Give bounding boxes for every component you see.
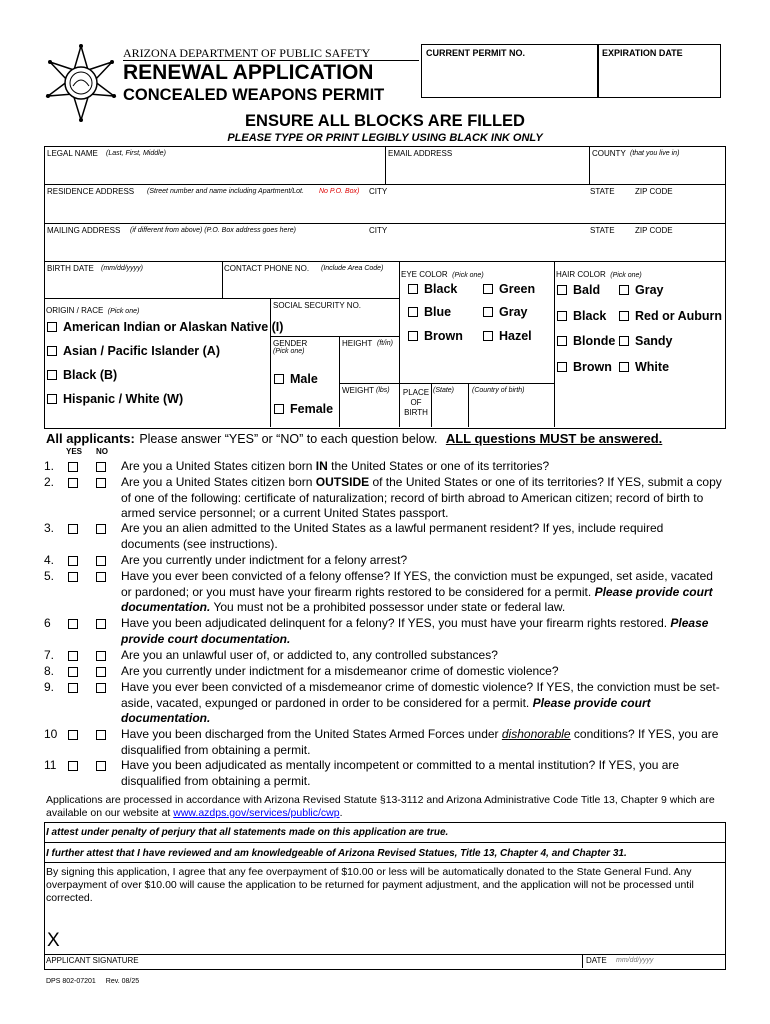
- height-field[interactable]: [340, 337, 398, 382]
- email-label: EMAIL ADDRESS: [388, 149, 453, 158]
- checkbox-icon: [47, 394, 57, 404]
- date-label: DATE: [586, 956, 607, 965]
- ensure-heading: ENSURE ALL BLOCKS ARE FILLED: [245, 112, 525, 130]
- race-option-american-indian[interactable]: [47, 320, 283, 334]
- checkbox-icon: [408, 284, 418, 294]
- question-emphasis: dishonorable: [501, 727, 571, 741]
- race-option-label: Hispanic / White (W): [63, 392, 184, 406]
- origin-race-title: ORIGIN / RACE: [46, 306, 104, 315]
- weight-hint: (lbs): [376, 387, 390, 394]
- checkbox-icon: [619, 362, 629, 372]
- checkbox-icon: [619, 336, 629, 346]
- eye-color-title: EYE COLOR: [401, 270, 448, 279]
- website-link[interactable]: www.azdps.gov/services/public/cwp: [173, 807, 340, 819]
- mailing-city-label: CITY: [369, 226, 388, 235]
- contact-phone-label: CONTACT PHONE NO.: [224, 264, 310, 273]
- question-number: 11: [44, 758, 57, 772]
- question-text-part: conditions? If YES, you are disqualified from obtaining a permit.: [121, 727, 719, 757]
- gender-option-female[interactable]: [274, 402, 333, 416]
- no-checkbox[interactable]: [96, 556, 106, 566]
- residence-zip-label: ZIP CODE: [635, 187, 673, 196]
- eye-option-label: Blue: [424, 305, 452, 319]
- hair-option-brown[interactable]: [557, 360, 612, 374]
- checkbox-icon: [619, 311, 629, 321]
- question-text: [121, 727, 725, 758]
- race-option-label: American Indian or Alaskan Native (I): [63, 320, 284, 334]
- question-number: 3.: [44, 521, 55, 535]
- revision-text: Rev. 08/25: [105, 978, 140, 985]
- overpayment-note: By signing this application, I agree that any fee overpayment of $10.00 or less will be automatically donated to the State General Fund. Any overpayment of over $10.00 will cause the application to be returned for payment adjustment, and the application will not be processed until corrected.: [46, 866, 694, 904]
- question-text-part: Have you been adjudicated delinquent for a felony? If YES, you must have your firearm rights restored.: [121, 616, 671, 630]
- gender-hint: (Pick one): [273, 348, 305, 355]
- checkbox-icon: [557, 362, 567, 372]
- eye-option-label: Black: [424, 282, 458, 296]
- question-number: 9.: [44, 680, 55, 694]
- legal-name-hint: (Last, First, Middle): [106, 150, 166, 157]
- question-text-part: Have you been discharged from the United States Armed Forces under: [121, 727, 502, 741]
- yes-checkbox[interactable]: [68, 572, 78, 582]
- signature-field[interactable]: [45, 920, 581, 954]
- question-text: Are you an alien admitted to the United States as a lawful permanent resident? If yes, include required documents (see instructions).: [121, 521, 664, 551]
- gender-option-label: Male: [290, 372, 318, 386]
- question-emphasis: Please provide court documentation.: [121, 584, 713, 614]
- ssn-field[interactable]: [271, 299, 398, 335]
- hair-option-label: White: [635, 360, 670, 374]
- gender-option-male[interactable]: [274, 372, 318, 386]
- pob-state-field[interactable]: [432, 384, 467, 426]
- origin-race-hint: (Pick one): [107, 308, 140, 315]
- checkbox-icon: [557, 336, 567, 346]
- race-option-label: Black (B): [63, 368, 118, 382]
- questions-header: [46, 430, 662, 448]
- checkbox-icon: [483, 331, 493, 341]
- mailing-zip-label: ZIP CODE: [635, 226, 673, 235]
- question-text: [121, 475, 725, 522]
- hair-option-bald[interactable]: [557, 283, 600, 297]
- question-text-part: of the United States or one of its territories? If YES, submit a copy of one of the following: certificate of naturalization; record of birth abroad to American citizen; record of birth to armed service personnel; or a current United States passport.: [121, 475, 722, 520]
- origin-race-label: [46, 300, 139, 318]
- question-emphasis: IN: [315, 459, 328, 473]
- question-text: Are you an unlawful user of, or addicted to, any controlled substances?: [121, 648, 498, 662]
- pob-state-hint: (State): [433, 387, 455, 394]
- date-field[interactable]: [584, 955, 724, 968]
- question-text-part: You must not be a prohibited possessor under state or federal law.: [210, 600, 566, 614]
- mailing-hint: (if different from above) (P.O. Box address goes here): [130, 227, 297, 234]
- agency-name: ARIZONA DEPARTMENT OF PUBLIC SAFETY: [123, 46, 371, 60]
- checkbox-icon: [483, 284, 493, 294]
- birth-date-hint: (mm/dd/yyyy): [101, 265, 143, 272]
- checkbox-icon: [47, 346, 57, 356]
- question-number: 2.: [44, 475, 55, 489]
- gender-option-label: Female: [290, 402, 334, 416]
- place-of-birth-label: PLACE OF BIRTH: [402, 388, 430, 417]
- checkbox-icon: [47, 370, 57, 380]
- no-checkbox[interactable]: [96, 524, 106, 534]
- signature-label: APPLICANT SIGNATURE: [46, 956, 139, 965]
- question-emphasis: Please provide court documentation.: [121, 695, 651, 725]
- question-number: 4.: [44, 553, 55, 567]
- eye-option-label: Gray: [499, 305, 528, 319]
- race-option-hispanic-white[interactable]: [47, 392, 183, 406]
- eye-color-hint: (Pick one): [452, 272, 484, 279]
- ssn-label: SOCIAL SECURITY NO.: [273, 301, 362, 310]
- email-field[interactable]: [386, 147, 588, 183]
- yes-checkbox[interactable]: [68, 462, 78, 472]
- question-text: [121, 459, 725, 475]
- answer-instruction: Please answer “YES” or “NO” to each question below.: [139, 432, 438, 446]
- residence-state-label: STATE: [590, 187, 615, 196]
- weight-label: WEIGHT: [342, 386, 374, 395]
- date-hint: mm/dd/yyyy: [616, 957, 654, 964]
- pob-country-hint: (Country of birth): [472, 387, 525, 394]
- checkbox-icon: [483, 307, 493, 317]
- hair-option-red-auburn[interactable]: [619, 309, 722, 323]
- question-number: 10: [44, 727, 58, 741]
- ink-instruction: PLEASE TYPE OR PRINT LEGIBLY USING BLACK INK ONLY: [227, 132, 543, 144]
- current-permit-label: CURRENT PERMIT NO.: [426, 48, 525, 58]
- hair-option-label: Red or Auburn: [635, 309, 723, 323]
- checkbox-icon: [619, 285, 629, 295]
- question-number: 5.: [44, 569, 55, 583]
- hair-color-title: HAIR COLOR: [556, 270, 606, 279]
- statute-text: Applications are processed in accordance with Arizona Revised Statute §13-3112 and Arizona Administrative Code Title 13, Chapter 9 which are available on our website at: [46, 794, 715, 819]
- hair-color-hint: (Pick one): [610, 272, 642, 279]
- height-label: HEIGHT: [342, 339, 373, 348]
- question-number: 8.: [44, 664, 55, 678]
- hair-option-label: Brown: [573, 360, 612, 374]
- eye-option-hazel[interactable]: [483, 329, 532, 343]
- checkbox-icon: [274, 404, 284, 414]
- all-applicants-label: All applicants:: [46, 431, 135, 446]
- question-number: 1.: [44, 459, 55, 473]
- eye-option-label: Hazel: [499, 329, 532, 343]
- hair-option-gray[interactable]: [619, 283, 664, 297]
- question-emphasis: OUTSIDE: [315, 475, 370, 489]
- hair-option-blonde[interactable]: [557, 334, 615, 348]
- yes-column-label: YES: [66, 447, 83, 456]
- gender-label: [273, 339, 335, 355]
- question-text: Are you currently under indictment for a misdemeanor crime of domestic violence?: [121, 664, 559, 678]
- statute-note: Applications are processed in accordance with Arizona Revised Statute §13-3112 and Arizona Administrative Code Title 13, Chapter 9 which are available on our website at www.azdps.gov/services/public/cwp.: [46, 794, 715, 819]
- question-text-part: the United States or one of its territories?: [327, 459, 550, 473]
- no-checkbox[interactable]: [96, 651, 106, 661]
- hair-option-white[interactable]: [619, 360, 669, 374]
- hair-color-label: [556, 264, 642, 282]
- hair-option-label: Gray: [635, 283, 664, 297]
- no-checkbox[interactable]: [96, 462, 106, 472]
- yes-checkbox[interactable]: [68, 556, 78, 566]
- hair-option-label: Black: [573, 309, 607, 323]
- eye-option-gray[interactable]: [483, 305, 528, 319]
- county-field[interactable]: [590, 147, 724, 183]
- eye-option-green[interactable]: [483, 282, 535, 296]
- question-number: 7.: [44, 648, 55, 662]
- hair-option-label: Blonde: [573, 334, 616, 348]
- question-text-part: Have you ever been convicted of a misdemeanor crime of domestic violence? If YES, the conviction must be set-aside, vacated, expunged or pardoned in order to be considered for a permit.: [121, 680, 720, 710]
- height-hint: (ft/in): [377, 340, 393, 347]
- legal-name-label: LEGAL NAME: [47, 149, 98, 158]
- yes-checkbox[interactable]: [68, 730, 78, 740]
- weight-field[interactable]: [340, 384, 398, 426]
- no-column-label: NO: [96, 447, 108, 456]
- race-option-black[interactable]: [47, 368, 117, 382]
- hair-option-black[interactable]: [557, 309, 606, 323]
- eye-option-label: Brown: [424, 329, 463, 343]
- yes-checkbox[interactable]: [68, 478, 78, 488]
- dps-seal-logo: [42, 44, 120, 122]
- checkbox-icon: [274, 374, 284, 384]
- no-checkbox[interactable]: [96, 478, 106, 488]
- checkbox-icon: [408, 331, 418, 341]
- signature-x-mark: X: [47, 930, 60, 951]
- form-title: RENEWAL APPLICATION: [123, 61, 374, 84]
- checkbox-icon: [557, 285, 567, 295]
- no-checkbox[interactable]: [96, 667, 106, 677]
- mailing-label: MAILING ADDRESS: [47, 226, 121, 235]
- question-text: [121, 569, 725, 616]
- yes-checkbox[interactable]: [68, 651, 78, 661]
- hair-option-label: Sandy: [635, 334, 673, 348]
- question-text-part: Are you a United States citizen born: [121, 459, 316, 473]
- hair-option-sandy[interactable]: [619, 334, 673, 348]
- pob-country-field[interactable]: [469, 384, 553, 426]
- eye-option-brown[interactable]: [408, 329, 463, 343]
- question-text: Are you currently under indictment for a felony arrest?: [121, 553, 408, 567]
- residence-city-label: CITY: [369, 187, 388, 196]
- legal-name-field[interactable]: [45, 147, 384, 183]
- attest-perjury: I attest under penalty of perjury that all statements made on this application are true.: [46, 827, 449, 838]
- no-checkbox[interactable]: [96, 730, 106, 740]
- eye-option-black[interactable]: [408, 282, 457, 296]
- contact-phone-hint: (Include Area Code): [321, 265, 384, 272]
- residence-hint: (Street number and name including Apartment/Lot.: [147, 188, 304, 195]
- residence-address-field[interactable]: [45, 185, 724, 222]
- no-checkbox[interactable]: [96, 619, 106, 629]
- eye-option-blue[interactable]: [408, 305, 451, 319]
- yes-checkbox[interactable]: [68, 524, 78, 534]
- mailing-state-label: STATE: [590, 226, 615, 235]
- checkbox-icon: [408, 307, 418, 317]
- form-number: [46, 978, 139, 985]
- county-label: COUNTY: [592, 149, 626, 158]
- yes-checkbox[interactable]: [68, 667, 78, 677]
- attest-knowledge: I further attest that I have reviewed and am knowledgeable of Arizona Revised Statues, Title 13, Chapter 4, and Chapter 31.: [46, 848, 627, 859]
- question-text-part: Are you a United States citizen born: [121, 475, 316, 489]
- current-permit-field[interactable]: [421, 44, 599, 98]
- question-text: [121, 616, 725, 647]
- residence-hint-no-po-box: No P.O. Box): [319, 188, 360, 195]
- yes-checkbox[interactable]: [68, 619, 78, 629]
- birth-date-field[interactable]: [45, 262, 221, 297]
- question-number: 6: [44, 616, 51, 630]
- eye-color-label: [401, 264, 484, 282]
- form-number-text: DPS 802-07201: [46, 978, 96, 985]
- no-checkbox[interactable]: [96, 572, 106, 582]
- expiration-label: EXPIRATION DATE: [602, 48, 683, 58]
- mailing-address-field[interactable]: [45, 224, 724, 260]
- race-option-label: Asian / Pacific Islander (A): [63, 344, 220, 358]
- form-subtitle: CONCEALED WEAPONS PERMIT: [123, 86, 385, 104]
- yes-checkbox[interactable]: [68, 761, 78, 771]
- gender-title: GENDER: [273, 339, 308, 348]
- hair-option-label: Bald: [573, 283, 601, 297]
- county-hint: (that you live in): [630, 150, 680, 157]
- eye-option-label: Green: [499, 282, 536, 296]
- checkbox-icon: [557, 311, 567, 321]
- expiration-date-field[interactable]: [597, 44, 721, 98]
- checkbox-icon: [47, 322, 57, 332]
- question-text: [121, 680, 725, 727]
- question-emphasis: Please provide court documentation.: [121, 616, 709, 646]
- must-answer-note: ALL questions MUST be answered.: [445, 431, 663, 446]
- birth-date-label: BIRTH DATE: [47, 264, 94, 273]
- race-option-asian-pacific[interactable]: [47, 344, 220, 358]
- yes-checkbox[interactable]: [68, 683, 78, 693]
- residence-label: RESIDENCE ADDRESS: [47, 187, 135, 196]
- no-checkbox[interactable]: [96, 683, 106, 693]
- question-text-part: Have you ever been convicted of a felony offense? If YES, the conviction must be expunged, set aside, vacated or pardoned; or you must have your firearm rights restored to be considered for a permit.: [121, 569, 713, 599]
- contact-phone-field[interactable]: [223, 262, 398, 297]
- question-text: Have you been adjudicated as mentally incompetent or committed to a mental institution? If YES, you are disqualified from obtaining a permit.: [121, 758, 680, 788]
- no-checkbox[interactable]: [96, 761, 106, 771]
